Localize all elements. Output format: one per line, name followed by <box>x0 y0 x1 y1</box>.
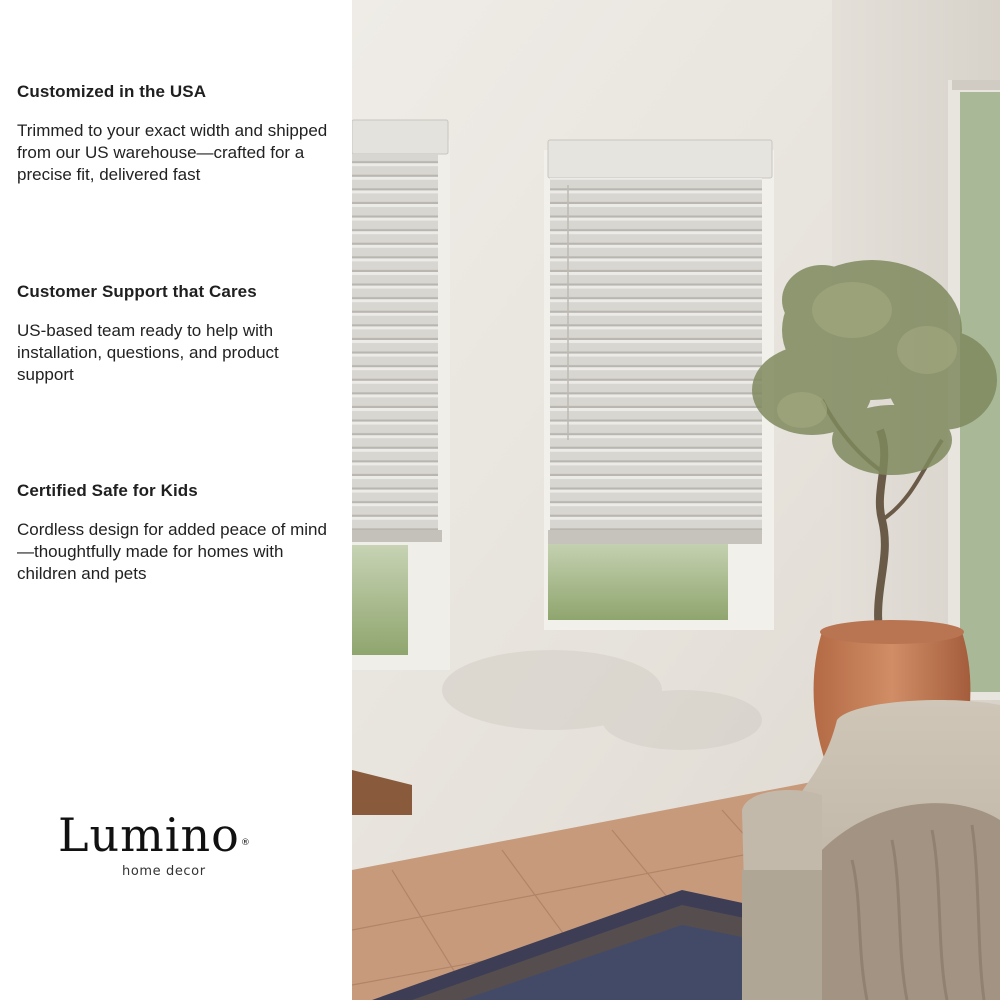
left-blind-headrail <box>352 120 448 154</box>
center-blind-headrail <box>548 140 772 178</box>
brand-wordmark: Lumino <box>58 808 240 862</box>
feature-safe-for-kids <box>17 480 337 585</box>
room-photo <box>352 0 1000 1000</box>
feature-description: Cordless design for added peace of mind—thoughtfully made for homes with children and pets <box>17 520 327 583</box>
feature-customized-usa <box>17 81 337 186</box>
brand-logo <box>58 808 298 879</box>
room-illustration <box>352 0 1000 1000</box>
feature-description: US-based team ready to help with installation, questions, and product support <box>17 321 279 384</box>
center-window-blinds <box>550 178 762 532</box>
brand-name <box>58 808 298 862</box>
registered-mark: ® <box>240 838 251 848</box>
features-column <box>0 0 352 1000</box>
feature-title: Customer Support that Cares <box>17 282 257 301</box>
feature-title: Customized in the USA <box>17 82 207 101</box>
feature-description: Trimmed to your exact width and shipped from our US warehouse—crafted for a precise fit, delivered fast <box>17 121 328 184</box>
left-window-blinds <box>352 154 438 534</box>
brand-tagline: home decor <box>122 864 206 879</box>
feature-customer-support <box>17 281 337 386</box>
feature-title: Certified Safe for Kids <box>17 481 198 500</box>
